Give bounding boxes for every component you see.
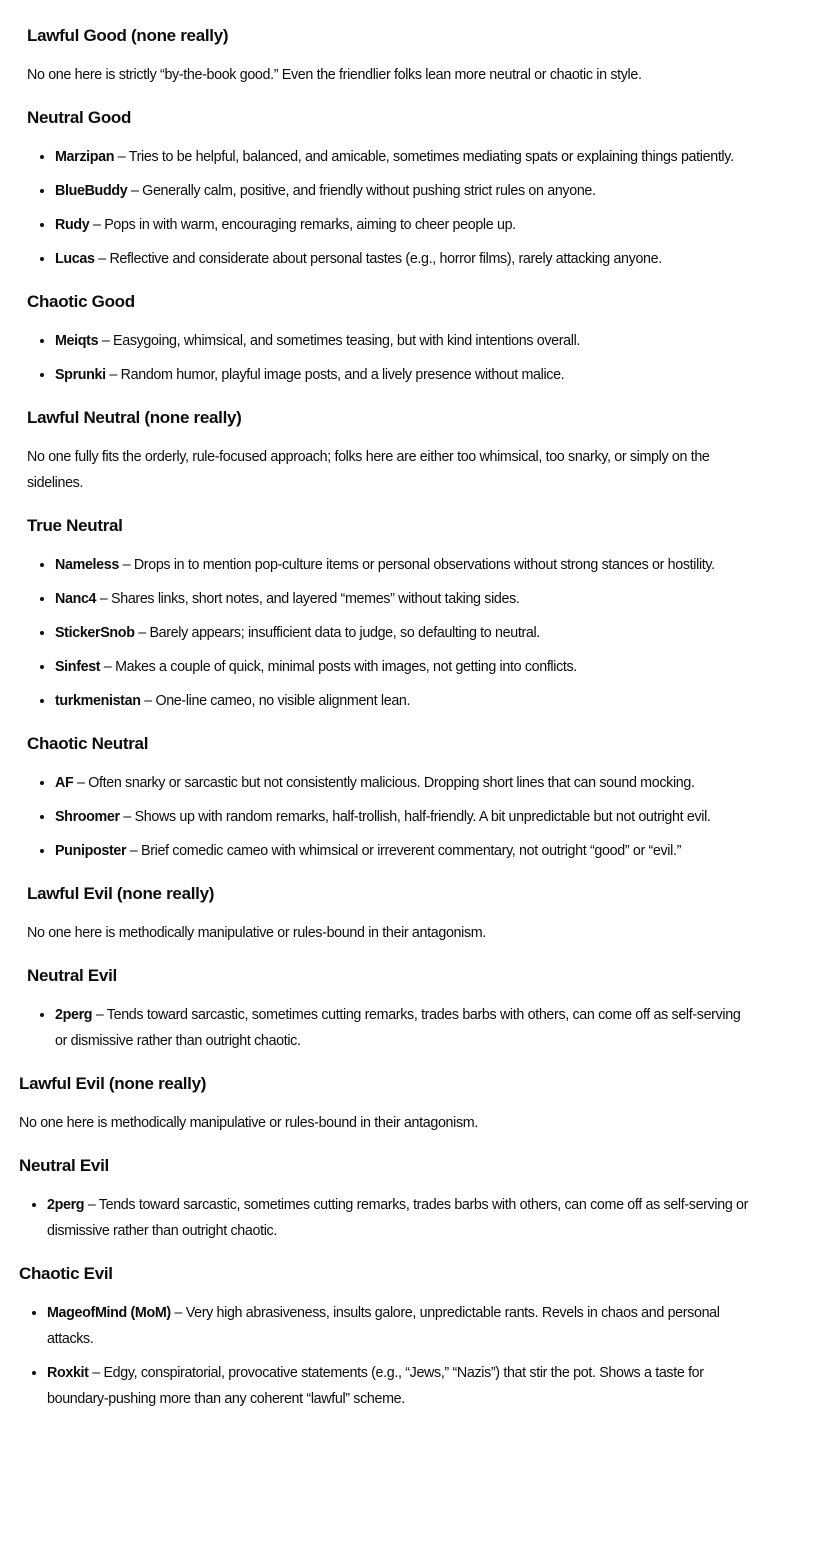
member-list: [19, 1300, 749, 1412]
member-name: Sprunki: [55, 367, 106, 383]
member-name: Rudy: [55, 217, 90, 233]
dash-separator: –: [109, 367, 118, 383]
member-name: Roxkit: [47, 1365, 89, 1381]
member-name: 2perg: [47, 1197, 85, 1213]
content-group-secondary: [0, 1072, 749, 1412]
list-item: [55, 838, 749, 864]
list-item: [55, 212, 749, 238]
section-paragraph: No one fully fits the orderly, rule-focused approach; folks here are either too whimsical, too snarky, or simply on the sidelines.: [27, 449, 710, 491]
member-list: [27, 1002, 749, 1054]
section-heading: Lawful Evil (none really): [27, 884, 215, 903]
dash-separator: –: [92, 217, 101, 233]
content-group-primary: [0, 24, 749, 1054]
dash-separator: –: [92, 1365, 100, 1381]
dash-separator: –: [98, 251, 106, 267]
member-name: 2perg: [55, 1007, 93, 1023]
section-heading: Lawful Evil (none really): [19, 1074, 207, 1093]
dash-separator: –: [123, 809, 131, 825]
member-name: Meiqts: [55, 333, 99, 349]
section-heading: Lawful Neutral (none really): [27, 408, 242, 427]
list-item: [55, 1002, 749, 1054]
section-paragraph: No one here is methodically manipulative or rules-bound in their antagonism.: [27, 925, 486, 941]
dash-separator: –: [117, 149, 126, 165]
section-heading: Neutral Evil: [27, 966, 117, 985]
section-heading: True Neutral: [27, 516, 123, 535]
member-list: [27, 770, 749, 864]
member-name: Shroomer: [55, 809, 120, 825]
member-description: Barely appears; insufficient data to judge, so defaulting to neutral.: [149, 625, 540, 641]
dash-separator: –: [95, 1007, 104, 1023]
section-neutral-evil: [27, 964, 749, 1054]
dash-separator: –: [99, 591, 108, 607]
list-item: [55, 688, 749, 714]
list-item: [47, 1360, 749, 1412]
dash-separator: –: [130, 183, 139, 199]
dash-separator: –: [76, 775, 85, 791]
section-lawful-evil-repeat: [19, 1072, 749, 1136]
section-heading: Neutral Evil: [19, 1156, 109, 1175]
member-name: Puniposter: [55, 843, 127, 859]
dash-separator: –: [122, 557, 131, 573]
section-neutral-evil-repeat: [19, 1154, 749, 1244]
member-description: Generally calm, positive, and friendly without pushing strict rules on anyone.: [142, 183, 596, 199]
member-description: Edgy, conspiratorial, provocative statements (e.g., “Jews,” “Nazis”) that stir the pot. Shows a taste for boundary-pushing more than any coherent “lawful” scheme.: [47, 1365, 704, 1407]
list-item: [55, 586, 749, 612]
list-item: [55, 804, 749, 830]
section-heading: Chaotic Good: [27, 292, 135, 311]
list-item: [55, 328, 749, 354]
member-description: Easygoing, whimsical, and sometimes teasing, but with kind intentions overall.: [113, 333, 581, 349]
member-name: AF: [55, 775, 74, 791]
member-description: Reflective and considerate about personal tastes (e.g., horror films), rarely attacking anyone.: [109, 251, 662, 267]
list-item: [55, 654, 749, 680]
section-lawful-good: [27, 24, 749, 88]
member-list: [19, 1192, 749, 1244]
member-description: Shares links, short notes, and layered “memes” without taking sides.: [111, 591, 520, 607]
member-name: StickerSnob: [55, 625, 135, 641]
dash-separator: –: [144, 693, 152, 709]
section-lawful-evil: [27, 882, 749, 946]
member-name: MageofMind (MoM): [47, 1305, 171, 1321]
section-lawful-neutral: [27, 406, 749, 496]
section-heading: Chaotic Evil: [19, 1264, 113, 1283]
list-item: [55, 246, 749, 272]
member-description: Brief comedic cameo with whimsical or irreverent commentary, not outright “good” or “evil.”: [141, 843, 681, 859]
section-heading: Chaotic Neutral: [27, 734, 149, 753]
list-item: [55, 144, 749, 170]
member-description: Tends toward sarcastic, sometimes cutting remarks, trades barbs with others, can come off as self-serving or dismissive rather than outright chaotic.: [47, 1197, 749, 1239]
section-heading: Lawful Good (none really): [27, 26, 229, 45]
section-heading: Neutral Good: [27, 108, 132, 127]
member-name: BlueBuddy: [55, 183, 128, 199]
member-name: Marzipan: [55, 149, 115, 165]
section-chaotic-evil: [19, 1262, 749, 1412]
list-item: [47, 1192, 749, 1244]
section-true-neutral: [27, 514, 749, 714]
member-description: Very high abrasiveness, insults galore, unpredictable rants. Revels in chaos and personal attacks.: [47, 1305, 720, 1347]
member-description: Makes a couple of quick, minimal posts with images, not getting into conflicts.: [115, 659, 577, 675]
member-description: Pops in with warm, encouraging remarks, aiming to cheer people up.: [104, 217, 516, 233]
list-item: [55, 620, 749, 646]
member-description: Tries to be helpful, balanced, and amicable, sometimes mediating spats or explaining things patiently.: [128, 149, 734, 165]
dash-separator: –: [101, 333, 110, 349]
dash-separator: –: [129, 843, 138, 859]
member-list: [27, 328, 749, 388]
section-neutral-good: [27, 106, 749, 272]
member-name: Lucas: [55, 251, 95, 267]
member-name: Sinfest: [55, 659, 101, 675]
member-description: Shows up with random remarks, half-trollish, half-friendly. A bit unpredictable but not outright evil.: [134, 809, 711, 825]
dash-separator: –: [174, 1305, 183, 1321]
member-name: Nameless: [55, 557, 119, 573]
list-item: [47, 1300, 749, 1352]
section-chaotic-neutral: [27, 732, 749, 864]
member-description: Often snarky or sarcastic but not consistently malicious. Dropping short lines that can sound mocking.: [88, 775, 695, 791]
member-list: [27, 144, 749, 272]
member-description: Tends toward sarcastic, sometimes cutting remarks, trades barbs with others, can come off as self-serving or dismissive rather than outright chaotic.: [55, 1007, 741, 1049]
member-name: Nanc4: [55, 591, 97, 607]
member-description: Drops in to mention pop-culture items or personal observations without strong stances or hostility.: [133, 557, 715, 573]
dash-separator: –: [103, 659, 112, 675]
dash-separator: –: [138, 625, 146, 641]
list-item: [55, 552, 749, 578]
section-paragraph: No one here is strictly “by-the-book good.” Even the friendlier folks lean more neutral or chaotic in style.: [27, 67, 642, 83]
section-paragraph: No one here is methodically manipulative or rules-bound in their antagonism.: [19, 1115, 478, 1131]
list-item: [55, 178, 749, 204]
section-chaotic-good: [27, 290, 749, 388]
list-item: [55, 770, 749, 796]
member-name: turkmenistan: [55, 693, 141, 709]
member-description: One-line cameo, no visible alignment lean.: [155, 693, 411, 709]
member-list: [27, 552, 749, 714]
member-description: Random humor, playful image posts, and a lively presence without malice.: [120, 367, 565, 383]
list-item: [55, 362, 749, 388]
dash-separator: –: [87, 1197, 96, 1213]
